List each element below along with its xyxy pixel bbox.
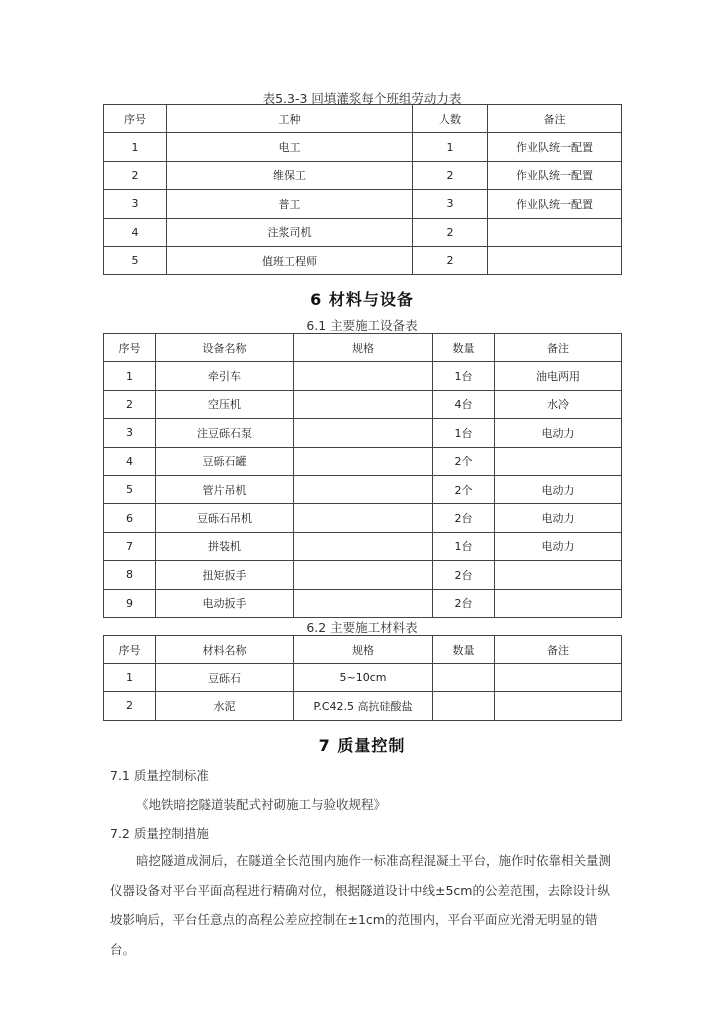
- cell-remark: [495, 589, 622, 617]
- table-row: [104, 475, 622, 503]
- cell-equipment: 注豆砾石泵: [156, 419, 294, 447]
- column-header: 备注: [495, 334, 622, 362]
- cell-quantity: 4台: [433, 390, 495, 418]
- table-row: [104, 561, 622, 589]
- cell-remark: 电动力: [495, 504, 622, 532]
- cell-quantity: [433, 664, 495, 692]
- subsection-7-1-title: 7.1 质量控制标准: [110, 768, 209, 783]
- cell-material: 豆砾石: [156, 664, 294, 692]
- cell-remark: 油电两用: [495, 362, 622, 390]
- cell-count: 1: [413, 133, 488, 161]
- table-row: [104, 161, 622, 189]
- table-row: [104, 218, 622, 246]
- table-row: [104, 504, 622, 532]
- cell-count: 2: [413, 161, 488, 189]
- cell-spec: [294, 390, 433, 418]
- column-header: 人数: [413, 105, 488, 133]
- cell-equipment: 空压机: [156, 390, 294, 418]
- cell-trade: 维保工: [167, 161, 413, 189]
- cell-quantity: 2台: [433, 504, 495, 532]
- cell-index: 3: [104, 419, 156, 447]
- cell-index: 1: [104, 664, 156, 692]
- cell-spec: [294, 532, 433, 560]
- cell-index: 5: [104, 475, 156, 503]
- table-header-row: [104, 105, 622, 133]
- materials-table: [103, 635, 622, 721]
- table-row: [104, 190, 622, 218]
- cell-remark: [488, 246, 622, 274]
- column-header: 数量: [433, 636, 495, 664]
- table2-caption: 6.1 主要施工设备表: [306, 318, 418, 333]
- column-header: 规格: [294, 334, 433, 362]
- table-row: [104, 532, 622, 560]
- column-header: 工种: [167, 105, 413, 133]
- table3-caption: 6.2 主要施工材料表: [306, 620, 418, 635]
- cell-quantity: 2个: [433, 447, 495, 475]
- cell-remark: [488, 218, 622, 246]
- cell-equipment: 豆砾石罐: [156, 447, 294, 475]
- cell-trade: 电工: [167, 133, 413, 161]
- cell-spec: [294, 419, 433, 447]
- cell-equipment: 管片吊机: [156, 475, 294, 503]
- cell-index: 2: [104, 390, 156, 418]
- cell-equipment: 牵引车: [156, 362, 294, 390]
- cell-material: 水泥: [156, 692, 294, 720]
- column-header: 序号: [104, 334, 156, 362]
- cell-trade: 注浆司机: [167, 218, 413, 246]
- cell-spec: [294, 504, 433, 532]
- column-header: 规格: [294, 636, 433, 664]
- cell-equipment: 豆砾石吊机: [156, 504, 294, 532]
- cell-spec: [294, 589, 433, 617]
- cell-quantity: 1台: [433, 362, 495, 390]
- cell-count: 2: [413, 218, 488, 246]
- cell-remark: 电动力: [495, 475, 622, 503]
- cell-index: 5: [104, 246, 167, 274]
- cell-remark: 电动力: [495, 532, 622, 560]
- table-row: [104, 664, 622, 692]
- cell-remark: 作业队统一配置: [488, 161, 622, 189]
- table-row: [104, 589, 622, 617]
- cell-trade: 值班工程师: [167, 246, 413, 274]
- standard-reference: 《地铁暗挖隧道装配式衬砌施工与验收规程》: [136, 797, 387, 812]
- equipment-table: [103, 333, 622, 618]
- cell-index: 1: [104, 362, 156, 390]
- cell-remark: [495, 447, 622, 475]
- cell-remark: 作业队统一配置: [488, 190, 622, 218]
- cell-index: 4: [104, 447, 156, 475]
- cell-index: 9: [104, 589, 156, 617]
- cell-quantity: 2台: [433, 561, 495, 589]
- cell-quantity: 1台: [433, 419, 495, 447]
- column-header: 序号: [104, 105, 167, 133]
- cell-quantity: 2个: [433, 475, 495, 503]
- cell-quantity: [433, 692, 495, 720]
- cell-remark: [495, 692, 622, 720]
- table1-caption: 表5.3-3 回填灌浆每个班组劳动力表: [262, 91, 462, 106]
- cell-index: 6: [104, 504, 156, 532]
- cell-spec: P.C42.5 高抗硅酸盐: [294, 692, 433, 720]
- table-row: [104, 246, 622, 274]
- cell-quantity: 1台: [433, 532, 495, 560]
- column-header: 数量: [433, 334, 495, 362]
- section6-heading: 6 材料与设备: [310, 290, 414, 309]
- column-header: 材料名称: [156, 636, 294, 664]
- table-row: [104, 133, 622, 161]
- table-row: [104, 419, 622, 447]
- cell-equipment: 扭矩扳手: [156, 561, 294, 589]
- cell-spec: [294, 447, 433, 475]
- cell-remark: [495, 664, 622, 692]
- cell-spec: [294, 475, 433, 503]
- cell-spec: [294, 362, 433, 390]
- labor-table: [103, 104, 622, 275]
- table-row: [104, 692, 622, 720]
- cell-quantity: 2台: [433, 589, 495, 617]
- cell-index: 7: [104, 532, 156, 560]
- cell-spec: 5~10cm: [294, 664, 433, 692]
- cell-index: 2: [104, 692, 156, 720]
- column-header: 设备名称: [156, 334, 294, 362]
- cell-equipment: 拼装机: [156, 532, 294, 560]
- table-header-row: [104, 636, 622, 664]
- column-header: 备注: [488, 105, 622, 133]
- cell-index: 8: [104, 561, 156, 589]
- cell-count: 2: [413, 246, 488, 274]
- cell-trade: 普工: [167, 190, 413, 218]
- column-header: 序号: [104, 636, 156, 664]
- cell-equipment: 电动扳手: [156, 589, 294, 617]
- table-row: [104, 447, 622, 475]
- cell-index: 3: [104, 190, 167, 218]
- table-header-row: [104, 334, 622, 362]
- table-row: [104, 390, 622, 418]
- column-header: 备注: [495, 636, 622, 664]
- quality-measures-paragraph: 暗挖隧道成洞后，在隧道全长范围内施作一标准高程混凝土平台，施作时依靠相关量测仪器设备对平台平面高程进行精确对位，根据隧道设计中线±5cm的公差范围，去除设计纵坡影响后，平台任意点的高程公差应控制在±1cm的范围内，平台平面应光滑无明显的错台。: [110, 853, 612, 957]
- cell-count: 3: [413, 190, 488, 218]
- cell-index: 2: [104, 161, 167, 189]
- table-row: [104, 362, 622, 390]
- cell-remark: 电动力: [495, 419, 622, 447]
- section7-heading: 7 质量控制: [318, 736, 406, 755]
- cell-spec: [294, 561, 433, 589]
- cell-index: 1: [104, 133, 167, 161]
- cell-remark: 水冷: [495, 390, 622, 418]
- subsection-7-2-title: 7.2 质量控制措施: [110, 826, 209, 841]
- cell-remark: [495, 561, 622, 589]
- cell-remark: 作业队统一配置: [488, 133, 622, 161]
- cell-index: 4: [104, 218, 167, 246]
